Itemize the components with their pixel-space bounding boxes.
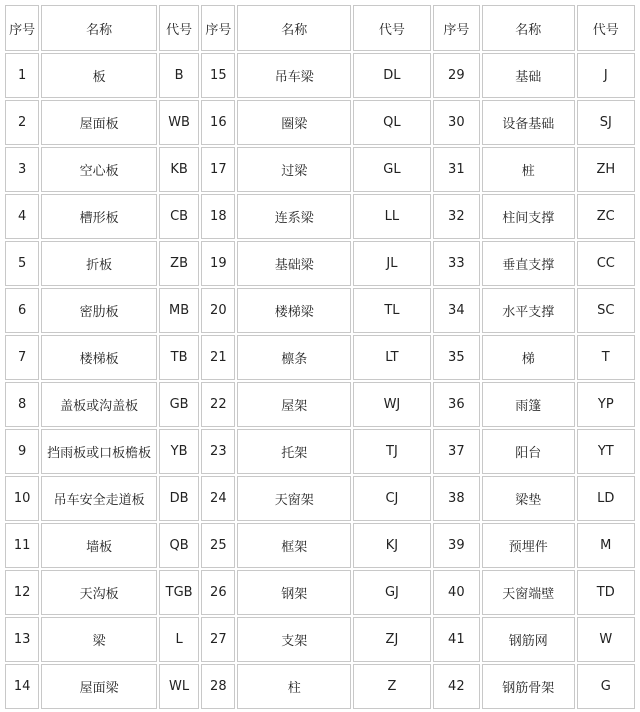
cell-no: 36 [433, 382, 480, 427]
cell-code: TD [577, 570, 635, 615]
cell-name: 屋架 [237, 382, 351, 427]
cell-code: DL [353, 53, 431, 98]
table-row [5, 523, 635, 568]
cell-no: 25 [201, 523, 235, 568]
cell-code: TB [159, 335, 199, 380]
cell-name: 阳台 [482, 429, 575, 474]
cell-code: TJ [353, 429, 431, 474]
table-row [5, 617, 635, 662]
table-row [5, 664, 635, 709]
cell-name: 梯 [482, 335, 575, 380]
cell-code: MB [159, 288, 199, 333]
cell-no: 27 [201, 617, 235, 662]
header-code: 代号 [353, 5, 431, 51]
cell-name: 圈梁 [237, 100, 351, 145]
cell-no: 2 [5, 100, 39, 145]
cell-no: 35 [433, 335, 480, 380]
header-name: 名称 [482, 5, 575, 51]
cell-code: J [577, 53, 635, 98]
table-row [5, 429, 635, 474]
component-code-table [3, 3, 637, 711]
cell-no: 31 [433, 147, 480, 192]
cell-code: GB [159, 382, 199, 427]
cell-no: 39 [433, 523, 480, 568]
cell-code: LT [353, 335, 431, 380]
header-name: 名称 [41, 5, 157, 51]
cell-code: DB [159, 476, 199, 521]
cell-code: SJ [577, 100, 635, 145]
cell-no: 11 [5, 523, 39, 568]
cell-code: YB [159, 429, 199, 474]
cell-code: TL [353, 288, 431, 333]
cell-no: 21 [201, 335, 235, 380]
cell-no: 13 [5, 617, 39, 662]
cell-no: 37 [433, 429, 480, 474]
cell-code: M [577, 523, 635, 568]
cell-name: 钢筋骨架 [482, 664, 575, 709]
cell-name: 屋面板 [41, 100, 157, 145]
cell-no: 4 [5, 194, 39, 239]
cell-code: ZH [577, 147, 635, 192]
header-no: 序号 [201, 5, 235, 51]
cell-code: T [577, 335, 635, 380]
cell-no: 28 [201, 664, 235, 709]
table-row [5, 335, 635, 380]
cell-code: CB [159, 194, 199, 239]
cell-name: 钢架 [237, 570, 351, 615]
cell-code: WB [159, 100, 199, 145]
cell-name: 钢筋网 [482, 617, 575, 662]
cell-no: 16 [201, 100, 235, 145]
header-no: 序号 [433, 5, 480, 51]
cell-name: 楼梯板 [41, 335, 157, 380]
header-code: 代号 [577, 5, 635, 51]
cell-name: 连系梁 [237, 194, 351, 239]
cell-code: QL [353, 100, 431, 145]
cell-name: 折板 [41, 241, 157, 286]
cell-name: 挡雨板或口板檐板 [41, 429, 157, 474]
cell-no: 15 [201, 53, 235, 98]
cell-name: 天沟板 [41, 570, 157, 615]
cell-code: YP [577, 382, 635, 427]
cell-no: 41 [433, 617, 480, 662]
cell-no: 20 [201, 288, 235, 333]
cell-code: WL [159, 664, 199, 709]
cell-code: LD [577, 476, 635, 521]
cell-name: 楼梯梁 [237, 288, 351, 333]
cell-name: 支架 [237, 617, 351, 662]
table-row [5, 194, 635, 239]
table-row [5, 382, 635, 427]
cell-no: 32 [433, 194, 480, 239]
cell-name: 梁 [41, 617, 157, 662]
table-row [5, 476, 635, 521]
cell-code: CC [577, 241, 635, 286]
cell-name: 基础 [482, 53, 575, 98]
cell-code: L [159, 617, 199, 662]
cell-no: 26 [201, 570, 235, 615]
cell-no: 34 [433, 288, 480, 333]
cell-no: 7 [5, 335, 39, 380]
cell-code: W [577, 617, 635, 662]
cell-no: 22 [201, 382, 235, 427]
cell-no: 42 [433, 664, 480, 709]
cell-code: YT [577, 429, 635, 474]
cell-code: KB [159, 147, 199, 192]
cell-code: ZB [159, 241, 199, 286]
cell-no: 33 [433, 241, 480, 286]
cell-name: 基础梁 [237, 241, 351, 286]
cell-name: 水平支撑 [482, 288, 575, 333]
cell-name: 雨篷 [482, 382, 575, 427]
cell-code: GJ [353, 570, 431, 615]
cell-name: 桩 [482, 147, 575, 192]
cell-no: 5 [5, 241, 39, 286]
cell-name: 过梁 [237, 147, 351, 192]
header-no: 序号 [5, 5, 39, 51]
cell-no: 8 [5, 382, 39, 427]
cell-code: JL [353, 241, 431, 286]
cell-no: 3 [5, 147, 39, 192]
cell-code: WJ [353, 382, 431, 427]
table-row [5, 241, 635, 286]
cell-name: 框架 [237, 523, 351, 568]
table-body [5, 53, 635, 709]
table-row [5, 288, 635, 333]
cell-no: 12 [5, 570, 39, 615]
cell-no: 1 [5, 53, 39, 98]
table-row [5, 100, 635, 145]
cell-name: 设备基础 [482, 100, 575, 145]
cell-no: 24 [201, 476, 235, 521]
cell-code: ZC [577, 194, 635, 239]
cell-code: CJ [353, 476, 431, 521]
cell-name: 天窗架 [237, 476, 351, 521]
cell-no: 6 [5, 288, 39, 333]
cell-no: 30 [433, 100, 480, 145]
cell-code: TGB [159, 570, 199, 615]
cell-code: GL [353, 147, 431, 192]
cell-name: 空心板 [41, 147, 157, 192]
cell-name: 屋面梁 [41, 664, 157, 709]
cell-code: SC [577, 288, 635, 333]
cell-code: ZJ [353, 617, 431, 662]
cell-name: 柱 [237, 664, 351, 709]
cell-no: 29 [433, 53, 480, 98]
cell-no: 17 [201, 147, 235, 192]
cell-name: 密肋板 [41, 288, 157, 333]
cell-name: 柱间支撑 [482, 194, 575, 239]
cell-no: 40 [433, 570, 480, 615]
cell-name: 天窗端壁 [482, 570, 575, 615]
cell-no: 23 [201, 429, 235, 474]
cell-no: 38 [433, 476, 480, 521]
cell-name: 槽形板 [41, 194, 157, 239]
cell-no: 10 [5, 476, 39, 521]
cell-name: 墙板 [41, 523, 157, 568]
table-row [5, 147, 635, 192]
table-row [5, 570, 635, 615]
cell-name: 吊车安全走道板 [41, 476, 157, 521]
cell-code: G [577, 664, 635, 709]
cell-name: 预埋件 [482, 523, 575, 568]
cell-code: Z [353, 664, 431, 709]
cell-no: 14 [5, 664, 39, 709]
cell-code: B [159, 53, 199, 98]
header-row [5, 5, 635, 51]
cell-code: QB [159, 523, 199, 568]
cell-no: 18 [201, 194, 235, 239]
header-code: 代号 [159, 5, 199, 51]
cell-code: KJ [353, 523, 431, 568]
cell-name: 梁垫 [482, 476, 575, 521]
cell-name: 板 [41, 53, 157, 98]
cell-code: LL [353, 194, 431, 239]
cell-name: 吊车梁 [237, 53, 351, 98]
table-row [5, 53, 635, 98]
cell-name: 托架 [237, 429, 351, 474]
cell-name: 檩条 [237, 335, 351, 380]
cell-name: 垂直支撑 [482, 241, 575, 286]
cell-no: 9 [5, 429, 39, 474]
cell-no: 19 [201, 241, 235, 286]
cell-name: 盖板或沟盖板 [41, 382, 157, 427]
header-name: 名称 [237, 5, 351, 51]
